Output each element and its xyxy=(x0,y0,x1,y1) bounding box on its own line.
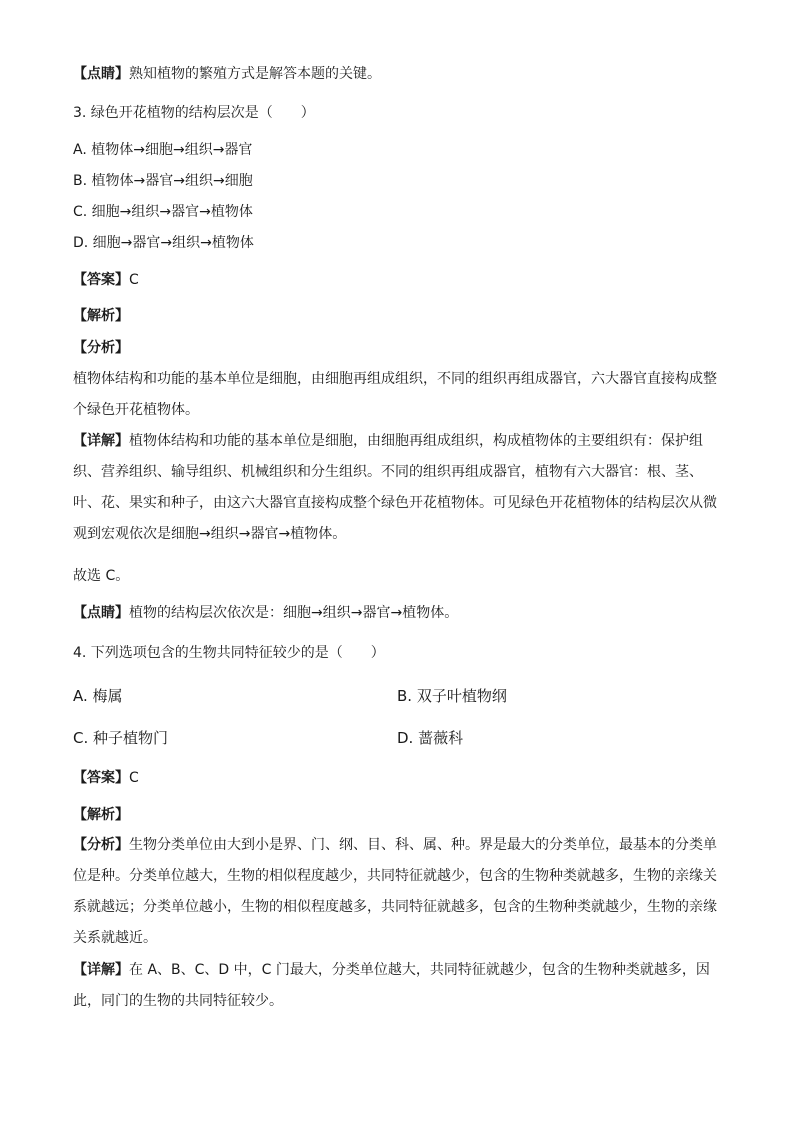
q4-detail: 【详解】在 A、B、C、D 中，C 门最大，分类单位越大，共同特征就越少，包含的生物种类就越多，因此，同门的生物的共同特征较少。 xyxy=(73,962,710,1009)
q3-explanation-heading: 【解析】 xyxy=(73,308,129,324)
q3-tip: 【点睛】植物的结构层次依次是：细胞→组织→器官→植物体。 xyxy=(73,605,459,621)
q3-stem: 3. 绿色开花植物的结构层次是（ ） xyxy=(73,105,315,121)
q3-analysis-heading: 【分析】 xyxy=(73,340,129,356)
q2-tip: 【点睛】熟知植物的繁殖方式是解答本题的关键。 xyxy=(73,66,381,82)
q4-option-a: A. 梅属 xyxy=(73,687,123,705)
q3-detail: 【详解】植物体结构和功能的基本单位是细胞，由细胞再组成组织，构成植物体的主要组织有：保护组织、营养组织、输导组织、机械组织和分生组织。不同的组织再组成器官，植物有六大器官：根、茎、叶、花、果实和种子，由这六大器官直接构成整个绿色开花植物体。可见绿色开花植物体的结构层次从微观到宏观依次是细胞→组织→器官→植物体。 xyxy=(73,433,717,542)
q4-answer: 【答案】C xyxy=(73,770,139,786)
q3-option-c: C. 细胞→组织→器官→植物体 xyxy=(73,204,253,220)
q3-option-d: D. 细胞→器官→组织→植物体 xyxy=(73,235,254,251)
q4-option-d: D. 蔷薇科 xyxy=(397,729,464,747)
q4-analysis: 【分析】生物分类单位由大到小是界、门、纲、目、科、属、种。界是最大的分类单位，最基本的分类单位是种。分类单位越大，生物的相似程度越少，共同特征就越少，包含的生物种类就越多，生物的亲缘关系就越远；分类单位越小，生物的相似程度越多，共同特征就越多，包含的生物种类就越少，生物的亲缘关系就越近。 xyxy=(73,837,717,946)
q3-answer: 【答案】C xyxy=(73,272,139,288)
q4-option-c: C. 种子植物门 xyxy=(73,729,169,747)
q4-stem: 4. 下列选项包含的生物共同特征较少的是（ ） xyxy=(73,645,385,661)
q3-conclusion: 故选 C。 xyxy=(73,568,130,584)
q3-analysis-text: 植物体结构和功能的基本单位是细胞，由细胞再组成组织，不同的组织再组成器官，六大器官直接构成整个绿色开花植物体。 xyxy=(73,371,717,418)
q3-option-a: A. 植物体→细胞→组织→器官 xyxy=(73,142,253,158)
q3-option-b: B. 植物体→器官→组织→细胞 xyxy=(73,173,253,189)
q4-explanation-heading: 【解析】 xyxy=(73,807,129,823)
q4-option-b: B. 双子叶植物纲 xyxy=(397,687,507,705)
